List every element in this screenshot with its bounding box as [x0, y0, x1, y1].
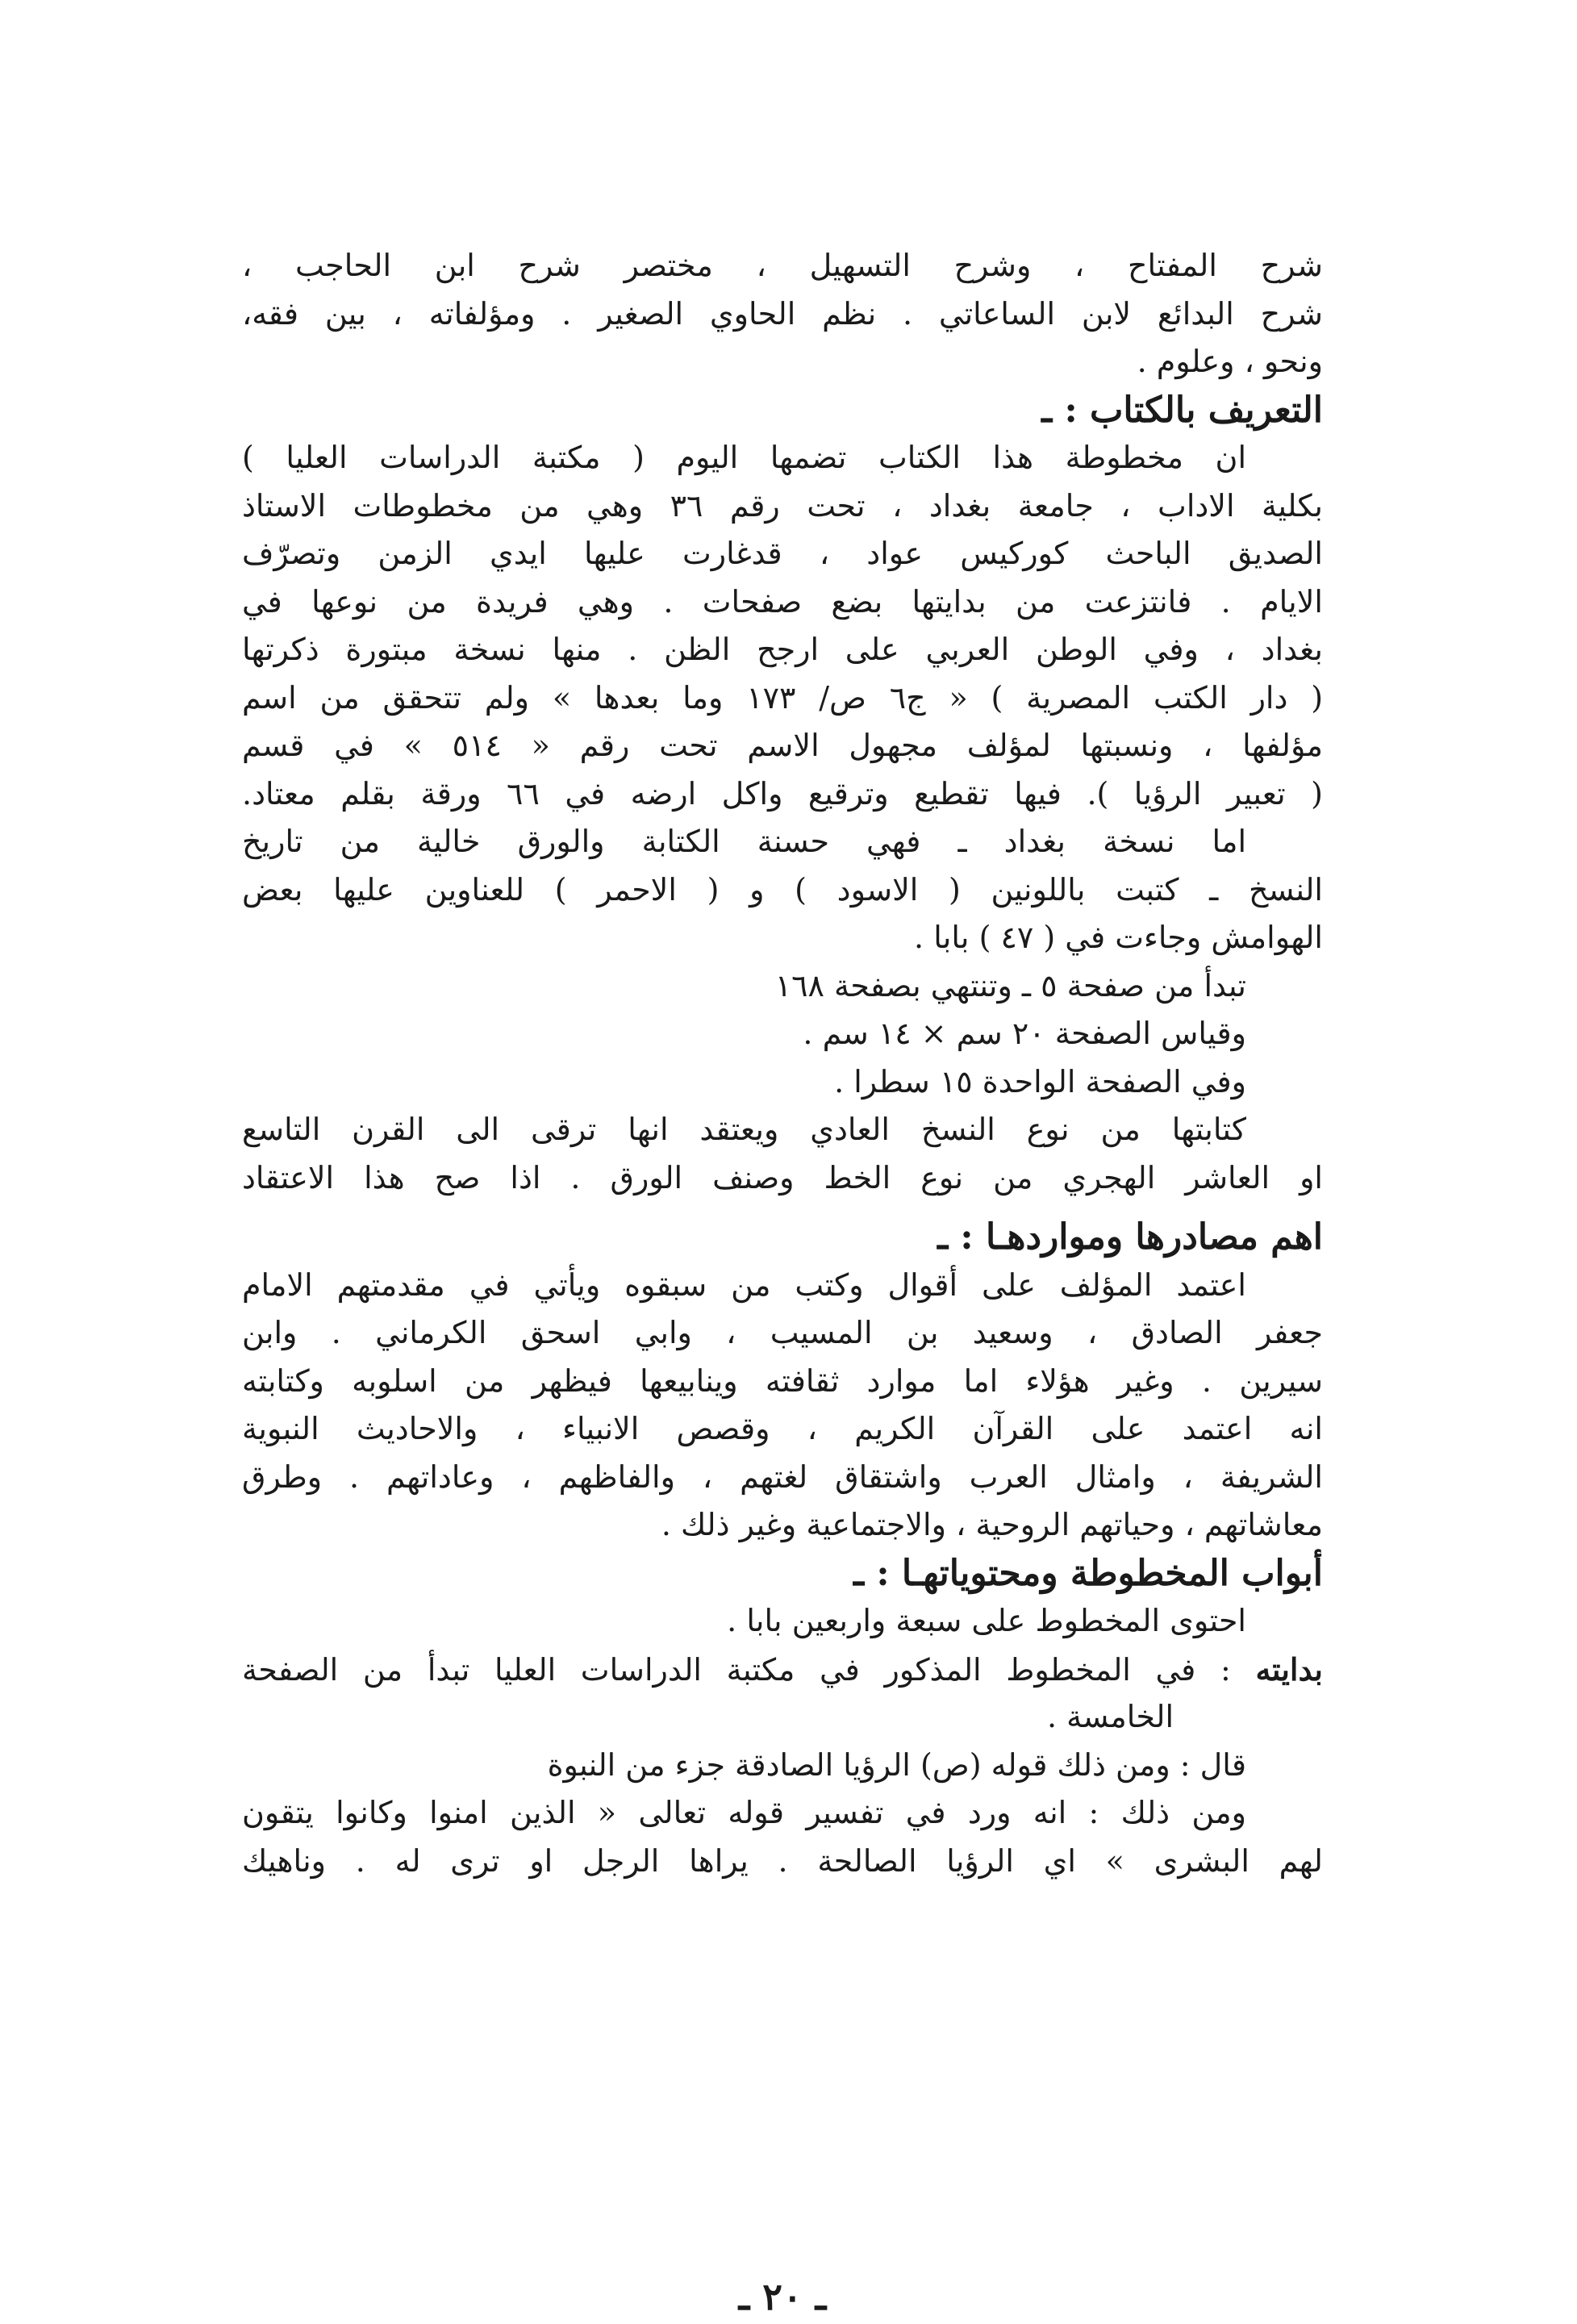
text-line: بكلية الاداب ، جامعة بغداد ، تحت رقم ٣٦ وهي من مخطوطات الاستاذ — [242, 487, 1323, 524]
text-line: الشريفة ، وامثال العرب واشتقاق لغتهم ، والفاظهم ، وعاداتهم . وطرق — [242, 1458, 1323, 1495]
paragraph-baghdad-copy — [242, 818, 1323, 962]
text-line: شرح البدائع لابن الساعاتي . نظم الحاوي الصغير . ومؤلفاته ، بين فقه، — [242, 295, 1323, 332]
text-line: احتوى المخطوط على سبعة واربعين بابا . — [727, 1603, 1246, 1638]
text-line: سيرين . وغير هؤلاء اما موارد ثقافته وينابيعها فيظهر من اسلوبه وكتابته — [242, 1362, 1323, 1399]
paragraph-chapters-count — [242, 1597, 1323, 1646]
spec-line: تبدأ من صفحة ٥ ـ وتنتهي بصفحة ١٦٨ — [774, 967, 1246, 1003]
document-page — [242, 242, 1323, 2318]
text-line: لهم البشرى » اي الرؤيا الصالحة . يراها الرجل او ترى له . وناهيك — [242, 1842, 1323, 1879]
beginning-text: : في المخطوط المذكور في مكتبة الدراسات العليا تبدأ من الصفحة — [242, 1651, 1231, 1688]
spec-line: وفي الصفحة الواحدة ١٥ سطرا . — [834, 1063, 1246, 1099]
page-number: ـ ٢٠ ـ — [738, 2275, 827, 2318]
text-line: انه اعتمد على القرآن الكريم ، وقصص الانبياء ، والاحاديث النبوية — [242, 1411, 1323, 1446]
text-line: ( تعبير الرؤيا ). فيها تقطيع وترقيع واكل ارضه في ٦٦ ورقة بقلم معتاد. — [242, 775, 1323, 812]
text-line: الصديق الباحث كوركيس عواد ، قدغارت عليها ايدي الزمن وتصرّف — [242, 536, 1323, 571]
text-line: او العاشر الهجري من نوع الخط وصنف الورق . اذا صح هذا الاعتقاد — [242, 1159, 1323, 1195]
paragraph-beginning — [242, 1646, 1323, 1742]
paragraph-quotations — [242, 1742, 1323, 1886]
text-line: الخامسة . — [1046, 1699, 1174, 1734]
text-line: ونحو ، وعلوم . — [1137, 344, 1323, 379]
text-line: النسخ ـ كتبت باللونين ( الاسود ) و ( الاحمر ) للعناوين عليها بعض — [242, 871, 1323, 907]
text-line: ( دار الكتب المصرية ) « ج٦ ص/ ١٧٣ وما بعدها » ولم تتحقق من اسم — [242, 679, 1323, 716]
text-line — [242, 1646, 1323, 1694]
text-line: اما نسخة بغداد ـ فهي حسنة الكتابة والورق خالية من تاريخ — [242, 824, 1246, 859]
text-line: قال : ومن ذلك قوله (ص) الرؤيا الصادقة جزء من النبوة — [547, 1746, 1246, 1783]
paragraph-sources — [242, 1262, 1323, 1550]
text-line: بغداد ، وفي الوطن العربي على ارجح الظن . منها نسخة مبتورة ذكرتها — [242, 632, 1323, 667]
manuscript-specs — [242, 962, 1323, 1107]
text-line: كتابتها من نوع النسخ العادي ويعتقد انها ترقى الى القرن التاسع — [242, 1112, 1246, 1147]
beginning-label: بدايته — [1255, 1650, 1323, 1688]
text-line: ومن ذلك : انه ورد في تفسير قوله تعالى « الذين امنوا وكانوا يتقون — [242, 1795, 1246, 1830]
spec-line: وقياس الصفحة ٢٠ سم × ١٤ سم . — [803, 1016, 1246, 1051]
text-line: شرح المفتاح ، وشرح التسهيل ، مختصر شرح ابن الحاجب ، — [242, 248, 1323, 283]
text-line: مؤلفها ، ونسبتها لمؤلف مجهول الاسم تحت رقم « ٥١٤ » في قسم — [242, 728, 1323, 763]
text-line: معاشاتهم ، وحياتهم الروحية ، والاجتماعية وغير ذلك . — [661, 1507, 1323, 1542]
text-line: جعفر الصادق ، وسعيد بن المسيب ، وابي اسحق الكرماني . وابن — [242, 1315, 1323, 1350]
paragraph-manuscript-description — [242, 434, 1323, 818]
section-heading-chapters: أبواب المخطوطة ومحتوياتهـا : ـ — [853, 1552, 1323, 1594]
text-line: الهوامش وجاءت في ( ٤٧ ) بابا . — [914, 920, 1323, 955]
section-heading-book-definition: التعريف بالكتاب : ـ — [1041, 389, 1323, 431]
text-line: ان مخطوطة هذا الكتاب تضمها اليوم ( مكتبة الدراسات العليا ) — [242, 440, 1246, 475]
paragraph-author-works — [242, 242, 1323, 386]
section-heading-sources: اهم مصادرها ومواردهـا : ـ — [937, 1216, 1323, 1258]
text-line: اعتمد المؤلف على أقوال وكتب من سبقوه ويأتي في مقدمتهم الامام — [242, 1266, 1246, 1303]
paragraph-script-dating — [242, 1106, 1323, 1202]
text-line: الايام . فانتزعت من بدايتها بضع صفحات . وهي فريدة من نوعها في — [242, 583, 1323, 620]
